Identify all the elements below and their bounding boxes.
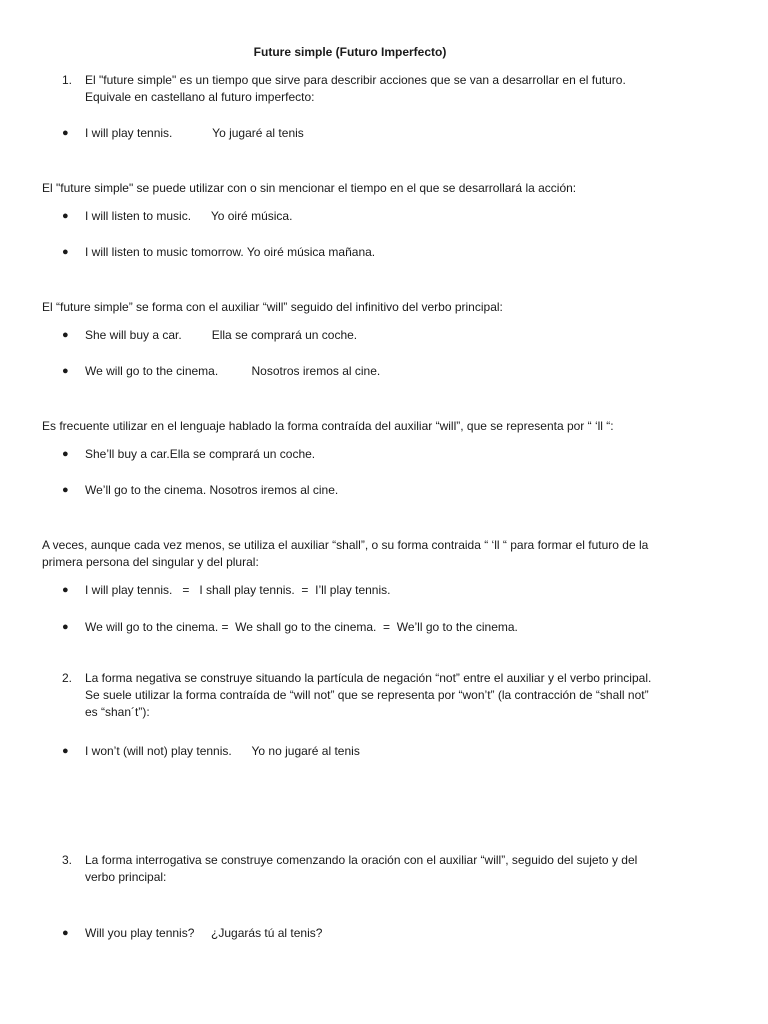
example-line: I will listen to music. Yo oiré música.	[85, 209, 293, 223]
example-line: I won’t (will not) play tennis. Yo no jugaré al tenis	[85, 744, 360, 758]
bullet-icon: ●	[62, 246, 69, 258]
paragraph: El "future simple" se puede utilizar con o sin mencionar el tiempo en el que se desarrollará la acción:	[42, 181, 577, 195]
example-line: Will you play tennis? ¿Jugarás tú al tenis?	[85, 926, 323, 940]
paragraph: Es frecuente utilizar en el lenguaje hablado la forma contraída del auxiliar “will”, que se representa por “ ‘ll “:	[42, 419, 614, 433]
example-line: She will buy a car. Ella se comprará un coche.	[85, 328, 358, 342]
bullet-icon: ●	[62, 584, 69, 596]
bullet-icon: ●	[62, 365, 69, 377]
example-line: I will play tennis. = I shall play tennis. = I’ll play tennis.	[85, 583, 391, 597]
paragraph: El “future simple” se forma con el auxiliar “will” seguido del infinitivo del verbo principal:	[42, 300, 503, 314]
paragraph: A veces, aunque cada vez menos, se utiliza el auxiliar “shall”, o su forma contraida “ ‘ll “ para formar el futuro de la primera persona del singular y del plural:	[42, 538, 649, 569]
section-number-3: 3.	[62, 853, 73, 867]
section-number-2: 2.	[62, 671, 73, 685]
bullet-icon: ●	[62, 745, 69, 757]
example-line: She’ll buy a car.Ella se comprará un coche.	[85, 447, 316, 461]
section-number-1: 1.	[62, 73, 73, 87]
example-line: We will go to the cinema. Nosotros iremos al cine.	[85, 364, 381, 378]
bullet-icon: ●	[62, 210, 69, 222]
section-text-3: La forma interrogativa se construye comenzando la oración con el auxiliar “will”, seguido del sujeto y del verbo principal:	[85, 853, 638, 884]
bullet-icon: ●	[62, 927, 69, 939]
example-line: I will play tennis. Yo jugaré al tenis	[85, 126, 304, 140]
example-line: I will listen to music tomorrow. Yo oiré música mañana.	[85, 245, 376, 259]
bullet-icon: ●	[62, 329, 69, 341]
example-line: We’ll go to the cinema. Nosotros iremos al cine.	[85, 483, 339, 497]
document-title: Future simple (Futuro Imperfecto)	[253, 45, 447, 59]
bullet-icon: ●	[62, 448, 69, 460]
bullet-icon: ●	[62, 127, 69, 139]
bullet-icon: ●	[62, 621, 69, 633]
example-line: We will go to the cinema. = We shall go to the cinema. = We’ll go to the cinema.	[85, 620, 518, 634]
section-text-2: La forma negativa se construye situando la partícula de negación “not” entre el auxiliar y el verbo principal. Se suele utilizar la forma contraída de “will not” que se representa por “won’t” (la contracción de “shall not” es “shan´t”):	[85, 671, 652, 719]
section-text-1: El "future simple" es un tiempo que sirve para describir acciones que se van a desarrollar en el futuro. Equivale en castellano al futuro imperfecto:	[85, 73, 626, 104]
bullet-icon: ●	[62, 484, 69, 496]
